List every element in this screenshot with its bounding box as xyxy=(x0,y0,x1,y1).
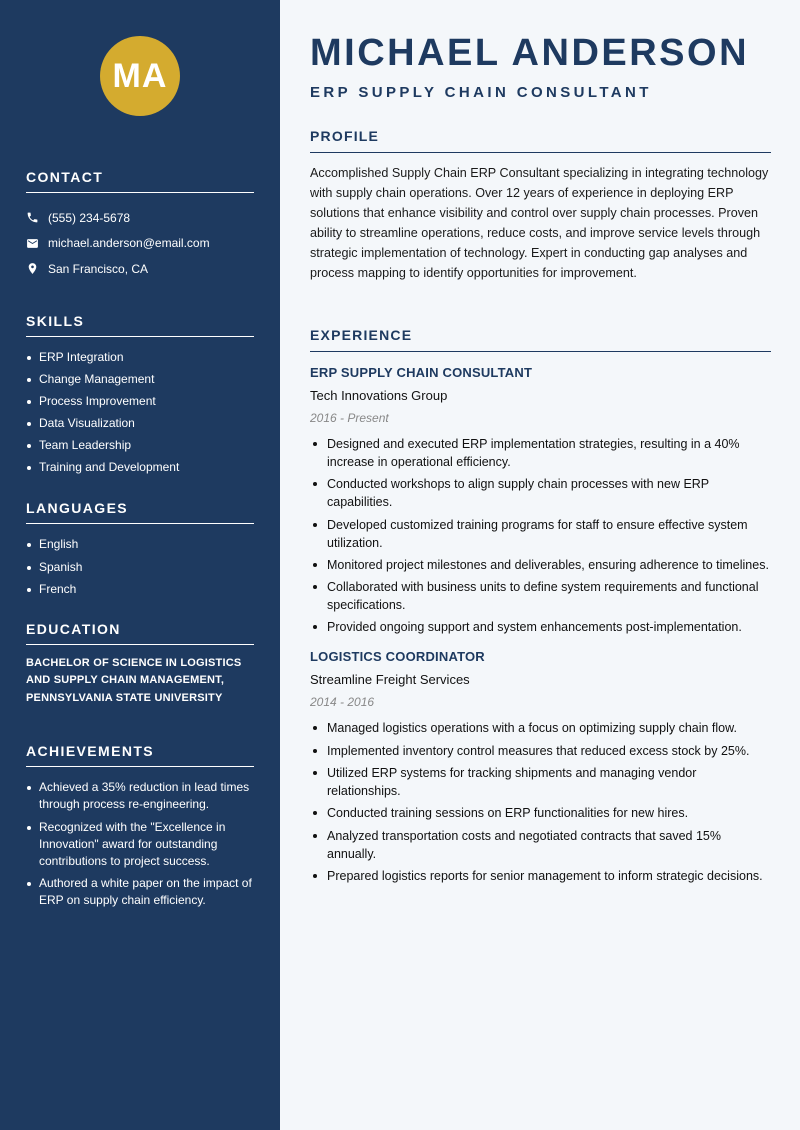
list-item: Implemented inventory control measures that reduced excess stock by 25%. xyxy=(310,742,771,760)
list-item: Analyzed transportation costs and negotiated contracts that saved 15% annually. xyxy=(310,827,771,863)
list-item: Utilized ERP systems for tracking shipments and managing vendor relationships. xyxy=(310,764,771,800)
contact-section xyxy=(26,169,254,282)
list-item: Collaborated with business units to define system requirements and functional specifications. xyxy=(310,578,771,614)
list-item: Conducted workshops to align supply chain processes with new ERP capabilities. xyxy=(310,475,771,511)
candidate-name: MICHAEL ANDERSON xyxy=(310,32,750,74)
education-degree: BACHELOR OF SCIENCE IN LOGISTICS AND SUPPLY CHAIN MANAGEMENT, PENNSYLVANIA STATE UNIVERSITY xyxy=(26,656,242,704)
skills-section xyxy=(26,313,254,477)
job-company: Tech Innovations Group xyxy=(310,388,448,403)
achievements-heading: ACHIEVEMENTS xyxy=(26,743,254,767)
list-item: English xyxy=(26,536,254,553)
education-section xyxy=(26,621,254,708)
education-heading: EDUCATION xyxy=(26,621,254,645)
email-icon xyxy=(26,237,39,250)
job-role: LOGISTICS COORDINATOR xyxy=(310,649,485,665)
list-item: Recognized with the "Excellence in Innovation" award for outstanding contributions to project success. xyxy=(26,819,254,870)
list-item: Achieved a 35% reduction in lead times through process re-engineering. xyxy=(26,779,254,813)
contact-list xyxy=(26,205,254,282)
list-item: Change Management xyxy=(26,371,254,388)
achievements-list xyxy=(26,779,254,908)
list-item: ERP Integration xyxy=(26,349,254,366)
avatar: MA xyxy=(100,36,180,116)
list-item: Team Leadership xyxy=(26,437,254,454)
job-entry xyxy=(310,365,771,636)
profile-section xyxy=(310,128,771,283)
candidate-title: ERP SUPPLY CHAIN CONSULTANT xyxy=(310,84,652,101)
experience-heading: EXPERIENCE xyxy=(310,327,771,352)
job-entry xyxy=(310,649,771,884)
job-company: Streamline Freight Services xyxy=(310,672,470,688)
profile-heading: PROFILE xyxy=(310,128,771,153)
languages-section xyxy=(26,500,254,597)
contact-location xyxy=(26,256,254,282)
job-duties xyxy=(310,435,771,636)
list-item: Conducted training sessions on ERP functionalities for new hires. xyxy=(310,804,771,822)
job-duties xyxy=(310,719,771,884)
list-item: Prepared logistics reports for senior management to inform strategic decisions. xyxy=(310,867,771,885)
location-text: San Francisco, CA xyxy=(48,261,149,276)
profile-text: Accomplished Supply Chain ERP Consultant specializing in integrating technology with supply chain operations. Over 12 years of experience in deploying ERP solutions that enhance visibility and control over supply chain processes. Proven ability to streamline operations, reduce costs, and improve service levels through strategic implementation of technology. Expert in conducting gap analyses and process mapping to identify opportunities for improvement. xyxy=(310,166,769,280)
list-item: French xyxy=(26,581,254,598)
list-item: Data Visualization xyxy=(26,415,254,432)
list-item: Designed and executed ERP implementation strategies, resulting in a 40% increase in operational efficiency. xyxy=(310,435,771,471)
list-item: Monitored project milestones and deliverables, ensuring adherence to timelines. xyxy=(310,556,771,574)
phone-text[interactable]: (555) 234-5678 xyxy=(48,210,131,225)
list-item: Managed logistics operations with a focus on optimizing supply chain flow. xyxy=(310,719,771,737)
languages-heading: LANGUAGES xyxy=(26,500,254,524)
job-dates: 2016 - Present xyxy=(310,411,389,425)
phone-icon xyxy=(26,211,39,224)
list-item: Training and Development xyxy=(26,459,254,476)
achievements-section xyxy=(26,743,254,908)
email-text[interactable]: michael.anderson@email.com xyxy=(48,236,210,251)
list-item: Developed customized training programs for staff to ensure effective system utilization. xyxy=(310,516,771,552)
list-item: Provided ongoing support and system enhancements post-implementation. xyxy=(310,618,771,636)
job-dates: 2014 - 2016 xyxy=(310,695,375,710)
list-item: Spanish xyxy=(26,559,254,576)
contact-heading: CONTACT xyxy=(26,169,254,193)
list-item: Process Improvement xyxy=(26,393,254,410)
job-role: ERP SUPPLY CHAIN CONSULTANT xyxy=(310,365,533,380)
list-item: Authored a white paper on the impact of ERP on supply chain efficiency. xyxy=(26,875,254,909)
location-pin-icon xyxy=(26,262,39,275)
contact-email xyxy=(26,231,254,257)
experience-section xyxy=(310,327,771,889)
contact-phone xyxy=(26,205,254,231)
skills-heading: SKILLS xyxy=(26,313,254,337)
skills-list xyxy=(26,349,254,477)
sidebar xyxy=(0,0,280,1130)
languages-list xyxy=(26,536,254,597)
